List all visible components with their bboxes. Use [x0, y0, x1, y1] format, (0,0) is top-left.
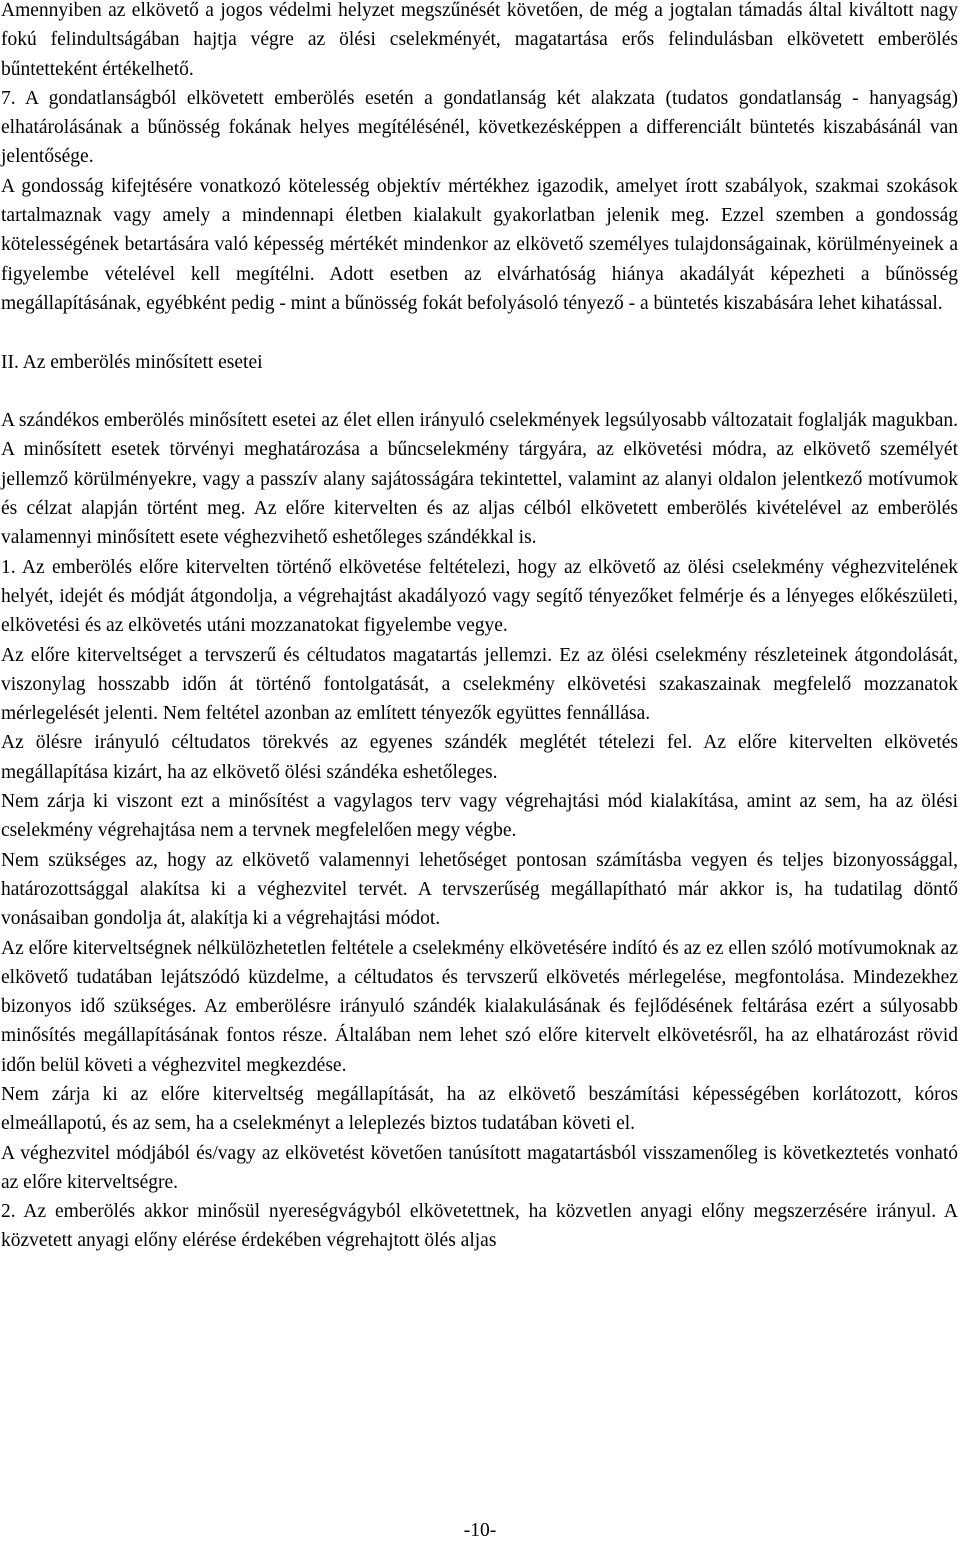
paragraph: 2. Az emberölés akkor minősül nyereségvágyból elkövetettnek, ha közvetlen anyagi előny megszerzésére irányul. A közvetett anyagi előny elérése érdekében végrehajtott ölés aljas: [1, 1201, 958, 1252]
paragraph: A gondosság kifejtésére vonatkozó kötelesség objektív mértékhez igazodik, amelyet írott szabályok, szakmai szokások tartalmaznak vagy amely a mindennapi életben kialakult gyakorlatban jelenik meg. Ezzel szemben a gondosság kötelességének betartására való képesség mértékét mindenkor az elkövető személyes tulajdonságainak, körülményeinek a figyelembe vételével kell megítélni. Adott esetben az elvárhatóság hiánya akadályát képezheti a bűnösség megállapításának, egyébként pedig - mint a bűnösség fokát befolyásoló tényező - a büntetés kiszabására lehet kihatással.: [1, 175, 958, 314]
paragraph: A véghezvitel módjából és/vagy az elkövetést követően tanúsított magatartásból visszamenőleg is következtetés vonható az előre kiterveltségre.: [1, 1142, 958, 1193]
section-heading: II. Az emberölés minősített esetei: [1, 351, 263, 373]
paragraph: 1. Az emberölés előre kitervelten történő elkövetése feltételezi, hogy az elkövető az ölési cselekmény véghezvitelének helyét, idejét és módját átgondolja, a végrehajtást akadályozó vagy segítő tényezőket felmérje és a lényeges előkészületi, elkövetési és az elkövetés utáni mozzanatokat figyelembe vegye.: [1, 556, 958, 637]
page-number: -10-: [463, 1520, 497, 1541]
paragraph: Az előre kiterveltséget a tervszerű és céltudatos magatartás jellemzi. Ez az ölési cselekmény részleteinek átgondolását, viszonylag hosszabb időn át történő fontolgatását, a cselekmény elkövetési szakaszainak megfelelő mozzanatok mérlegelését jelenti. Nem feltétel azonban az említett tényezők együttes fennállása.: [1, 644, 958, 725]
spacer: [1, 377, 958, 406]
paragraph: Nem zárja ki az előre kiterveltség megállapítását, ha az elkövető beszámítási képességében korlátozott, kóros elmeállapotú, és az sem, ha a cselekményt a leleplezés biztos tudatában követi el.: [1, 1083, 958, 1135]
paragraph: Az ölésre irányuló céltudatos törekvés az egyenes szándék meglétét tételezi fel. Az előre kitervelten elkövetés megállapítása kizárt, ha az elkövető ölési szándéka eshetőleges.: [1, 732, 958, 783]
paragraph: Amennyiben az elkövető a jogos védelmi helyzet megszűnését követően, de még a jogtalan támadás által kiváltott nagy fokú felindultságában hajtja végre az ölési cselekményét, magatartása erős felindulásban elkövetett emberölés bűntetteként értékelhető.: [1, 0, 958, 80]
paragraph: Nem szükséges az, hogy az elkövető valamennyi lehetőséget pontosan számításba vegyen és teljes bizonyossággal, határozottsággal alakítsa ki a véghezvitel tervét. A tervszerűség megállapítható már akkor is, ha tudatilag döntő vonásaiban gondolja át, alakítja ki a végrehajtási módot.: [1, 849, 958, 930]
paragraph: Nem zárja ki viszont ezt a minősítést a vagylagos terv vagy végrehajtási mód kialakítása, amint az sem, ha az ölési cselekmény végrehajtása nem a tervnek megfelelően megy végbe.: [1, 791, 958, 842]
paragraph: Az előre kiterveltségnek nélkülözhetetlen feltétele a cselekmény elkövetésére indító és az ez ellen szóló motívumoknak az elkövető tudatában lejátszódó küzdelme, a céltudatos és tervszerű elkövetés mérlegelése, megfontolása. Mindezekhez bizonyos idő szükséges. Az emberölésre irányuló szándék kialakulásának és fejlődésének feltárása ezért a súlyosabb minősítés megállapításának fontos része. Általában nem lehet szó előre kitervelt elkövetésről, ha az elhatározást rövid időn belül követi a véghezvitel megkezdése.: [1, 937, 958, 1076]
paragraph: A szándékos emberölés minősített esetei az élet ellen irányuló cselekmények legsúlyosabb változatait foglalják magukban. A minősített esetek törvényi meghatározása a bűncselekmény tárgyára, az elkövetési módra, az elkövető személyét jellemző körülményekre, vagy a passzív alany sajátosságára tekintettel, valamint az alanyi oldalon jelentkező motívumok és célzat alapján történt meg. Az előre kitervelten és az aljas célból elkövetett emberölés kivételével az emberölés valamennyi minősített esete véghezvihető eshetőleges szándékkal is.: [1, 410, 958, 549]
paragraph: 7. A gondatlanságból elkövetett emberölés esetén a gondatlanság két alakzata (tudatos gondatlanság - hanyagság) elhatárolásának a bűnösség fokának helyes megítélésénél, következésképpen a differenciált büntetés kiszabásánál van jelentősége.: [1, 87, 958, 168]
spacer: [1, 318, 958, 347]
body-text: [1, 0, 958, 1256]
